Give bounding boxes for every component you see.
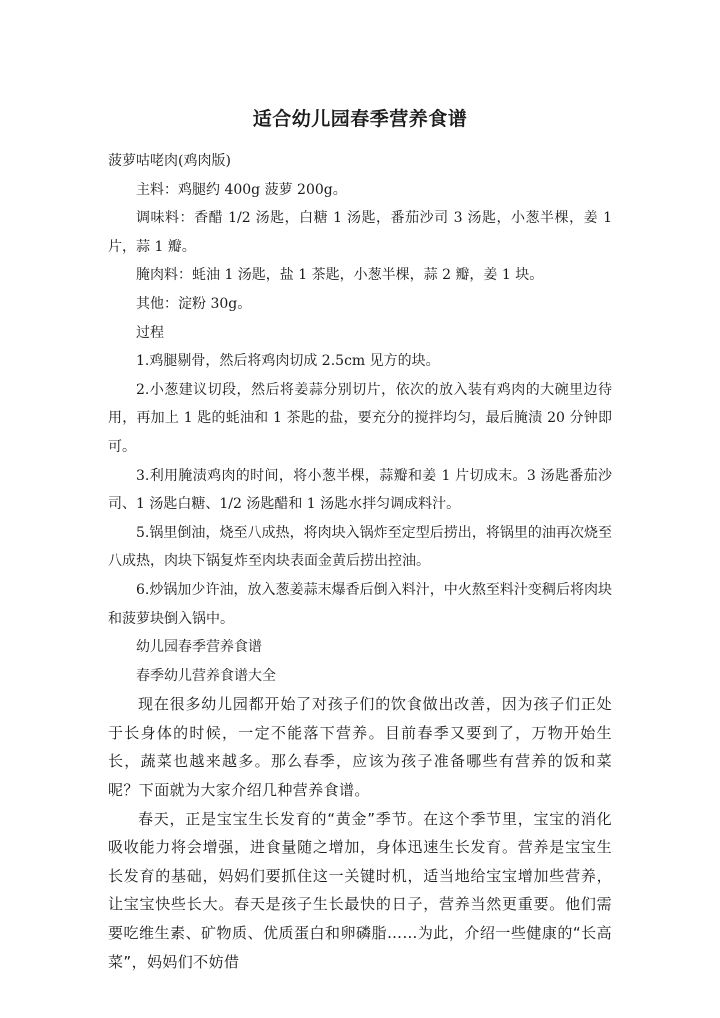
step-1: 1.鸡腿剔骨，然后将鸡肉切成 2.5cm 见方的块。	[136, 353, 440, 370]
intro-paragraph: 现在很多幼儿园都开始了对孩子们的饮食做出改善，因为孩子们正处于长身体的时候，一定不能落下营养。目前春季又要到了，万物开始生长，蔬菜也越来越多。那么春季，应该为孩子准备哪些有营养的饭和菜呢？下面就为大家介绍几种营养食谱。	[108, 695, 612, 800]
step-2: 2.小葱建议切段，然后将姜蒜分别切片，依次的放入装有鸡肉的大碗里边待用，再加上 1 匙的蚝油和 1 茶匙的盐，要充分的搅拌均匀，最后腌渍 20 分钟即可。	[108, 381, 612, 455]
seasoning-list: 调味料：香醋 1/2 汤匙，白糖 1 汤匙，番茄沙司 3 汤匙，小葱半棵，姜 1 片，蒜 1 瓣。	[108, 210, 612, 255]
recipe-name: 菠萝咕咾肉(鸡肉版)	[108, 153, 231, 169]
section-heading: 幼儿园春季营养食谱	[136, 639, 262, 656]
document-title: 适合幼儿园春季营养食谱	[252, 108, 468, 130]
other-ingredients: 其他：淀粉 30g。	[136, 295, 252, 312]
step-6: 6.炒锅加少许油，放入葱姜蒜末爆香后倒入料汁，中火熬至料汁变稠后将肉块和菠萝块倒入锅中。	[108, 581, 612, 627]
process-heading: 过程	[136, 324, 164, 341]
marinade-list: 腌肉料：蚝油 1 汤匙，盐 1 茶匙，小葱半棵，蒜 2 瓣，姜 1 块。	[136, 267, 544, 284]
main-ingredients: 主料：鸡腿约 400g 菠萝 200g。	[136, 181, 347, 198]
document-page	[108, 104, 612, 976]
step-3: 3.利用腌渍鸡肉的时间，将小葱半棵，蒜瓣和姜 1 片切成末。3 汤匙番茄沙司、1 汤匙白糖、1/2 汤匙醋和 1 汤匙水拌匀调成料汁。	[108, 467, 612, 513]
subsection-heading: 春季幼儿营养食谱大全	[136, 667, 276, 684]
spring-paragraph: 春天，正是宝宝生长发育的“黄金”季节。在这个季节里，宝宝的消化吸收能力将会增强，进食量随之增加，身体迅速生长发育。营养是宝宝生长发育的基础，妈妈们要抓住这一关键时机，适当地给宝宝增加些营养，让宝宝快些长大。春天是孩子生长最快的日子，营养当然更重要。他们需要吃维生素、矿物质、优质蛋白和卵磷脂……为此，介绍一些健康的“长高菜”，妈妈们不妨借	[108, 809, 612, 971]
step-5: 5.锅里倒油，烧至八成热，将肉块入锅炸至定型后捞出，将锅里的油再次烧至八成热，肉块下锅复炸至肉块表面金黄后捞出控油。	[108, 524, 612, 570]
